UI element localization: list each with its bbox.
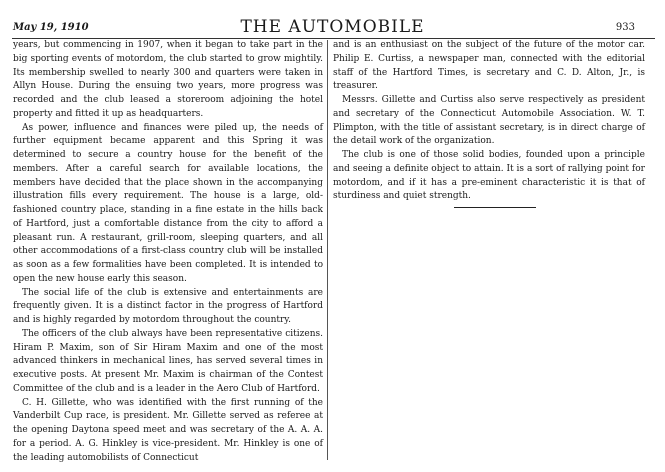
left-paragraph-5: C. H. Gillette, who was identified with the first running of the Vanderbilt Cup race, is president. Mr. Gillette served as referee at the opening Daytona speed meet and was secretary of the A. A. A. for a period. A. G. Hinkley is vice-president. Mr. Hinkley is one of the leading automobilists of Connecticut: [13, 397, 323, 463]
left-paragraph-1: years, but commencing in 1907, when it began to take part in the big sporting events of motordom, the club started to grow mightily. Its membership swelled to nearly 300 and quarters were taken in Allyn House. During the ensuing two years, more progress was recorded and the club leased a storeroom adjoining the hotel property and fitted it up as headquarters.: [13, 40, 323, 119]
right-paragraph-2: Messrs. Gillette and Curtiss also serve respectively as president and secretary of the Connecticut Automobile Association. W. T. Plimpton, with the title of assistant secretary, is in direct charge of the detail work of the organization.: [333, 95, 645, 147]
right-column: [333, 39, 645, 204]
publication-title: THE AUTOMOBILE: [240, 17, 425, 37]
page-number: 933: [615, 22, 635, 33]
issue-date: May 19, 1910: [13, 22, 89, 33]
left-paragraph-2: As power, influence and finances were piled up, the needs of further equipment became apparent and this Spring it was determined to secure a country house for the benefit of the members. After a careful search for available locations, the members have decided that the place shown in the accompanying illustration fills every requirement. The house is a large, old-fashioned country place, standing in a fine estate in the hills back of Hartford, just a comfortable distance from the city to afford a pleasant run. A restaurant, grill-room, sleeping quarters, and all other accommodations of a first-class country club will be installed as soon as a few formalities have been completed. It is intended to open the new house early this season.: [13, 122, 323, 284]
article-end-rule: [454, 207, 536, 208]
left-paragraph-4: The officers of the club always have been representative citizens. Hiram P. Maxim, son of Sir Hiram Maxim and one of the most advanced thinkers in mechanical lines, has served several times in executive posts. At present Mr. Maxim is chairman of the Contest Committee of the club and is a leader in the Aero Club of Hartford.: [13, 328, 323, 394]
left-column: [13, 39, 323, 465]
column-divider: [327, 40, 328, 460]
right-paragraph-1: and is an enthusiast on the subject of the future of the motor car. Philip E. Curtiss, a newspaper man, connected with the editorial staff of the Hartford Times, is secretary and C. D. Alton, Jr., is treasurer.: [333, 40, 645, 92]
left-paragraph-3: The social life of the club is extensive and entertainments are frequently given. It is a distinct factor in the progress of Hartford and is highly regarded by motordom throughout the country.: [13, 287, 323, 325]
right-paragraph-3: The club is one of those solid bodies, founded upon a principle and seeing a definite object to attain. It is a sort of rallying point for motordom, and if it has a pre-eminent characteristic it is that of sturdiness and quiet strength.: [333, 150, 645, 202]
